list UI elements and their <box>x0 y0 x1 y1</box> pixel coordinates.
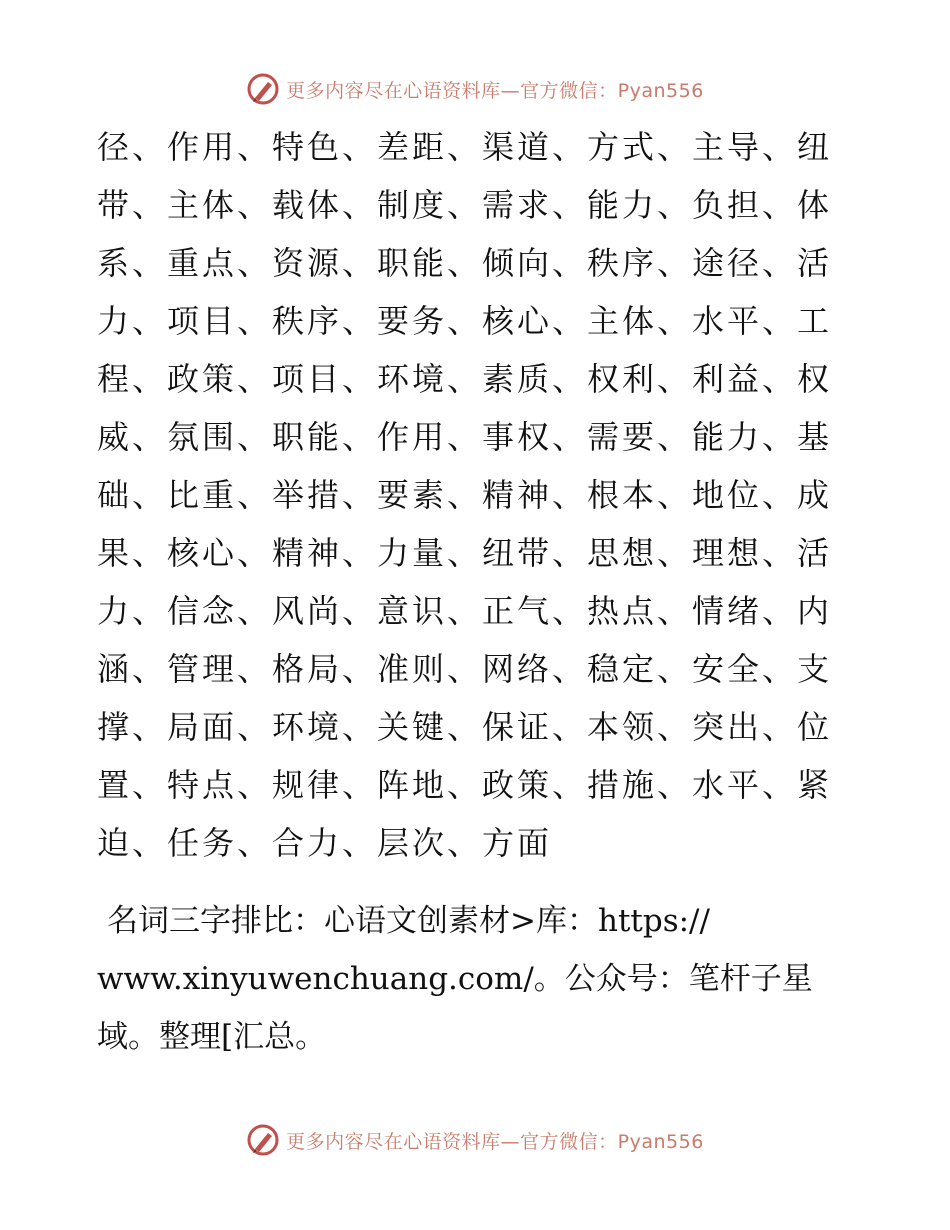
note-line: www.xinyuwenchuang.com/。公众号：笔杆子星 <box>97 961 813 997</box>
text-line: 础、比重、举措、要素、精神、根本、地位、成 <box>97 476 833 514</box>
footer-watermark <box>0 1123 950 1157</box>
pen-logo-icon <box>246 1123 280 1157</box>
text-line: 力、项目、秩序、要务、核心、主体、水平、工 <box>97 302 833 340</box>
text-line: 迫、任务、合力、层次、方面 <box>97 824 553 862</box>
watermark-text: 更多内容尽在心语资料库—官方微信：Pyan556 <box>286 1130 704 1153</box>
header-watermark <box>0 72 950 106</box>
text-line: 系、重点、资源、职能、倾向、秩序、途径、活 <box>97 244 833 282</box>
text-line: 置、特点、规律、阵地、政策、措施、水平、紧 <box>97 766 833 804</box>
text-line: 涵、管理、格局、准则、网络、稳定、安全、支 <box>97 650 833 688</box>
text-line: 威、氛围、职能、作用、事权、需要、能力、基 <box>97 418 833 456</box>
text-line: 程、政策、项目、环境、素质、权利、利益、权 <box>97 360 833 398</box>
vocabulary-paragraph <box>97 118 833 872</box>
pen-logo-icon <box>246 72 280 106</box>
note-line: 名词三字排比：心语文创素材>库：https:// <box>107 903 710 939</box>
watermark-text: 更多内容尽在心语资料库—官方微信：Pyan556 <box>286 79 704 102</box>
text-line: 带、主体、载体、制度、需求、能力、负担、体 <box>97 186 833 224</box>
text-line: 果、核心、精神、力量、纽带、思想、理想、活 <box>97 534 833 572</box>
source-note <box>97 892 857 1066</box>
text-line: 撑、局面、环境、关键、保证、本领、突出、位 <box>97 708 833 746</box>
note-line: 域。整理[汇总。 <box>97 1019 327 1055</box>
text-line: 径、作用、特色、差距、渠道、方式、主导、纽 <box>97 128 833 166</box>
text-line: 力、信念、风尚、意识、正气、热点、情绪、内 <box>97 592 833 630</box>
